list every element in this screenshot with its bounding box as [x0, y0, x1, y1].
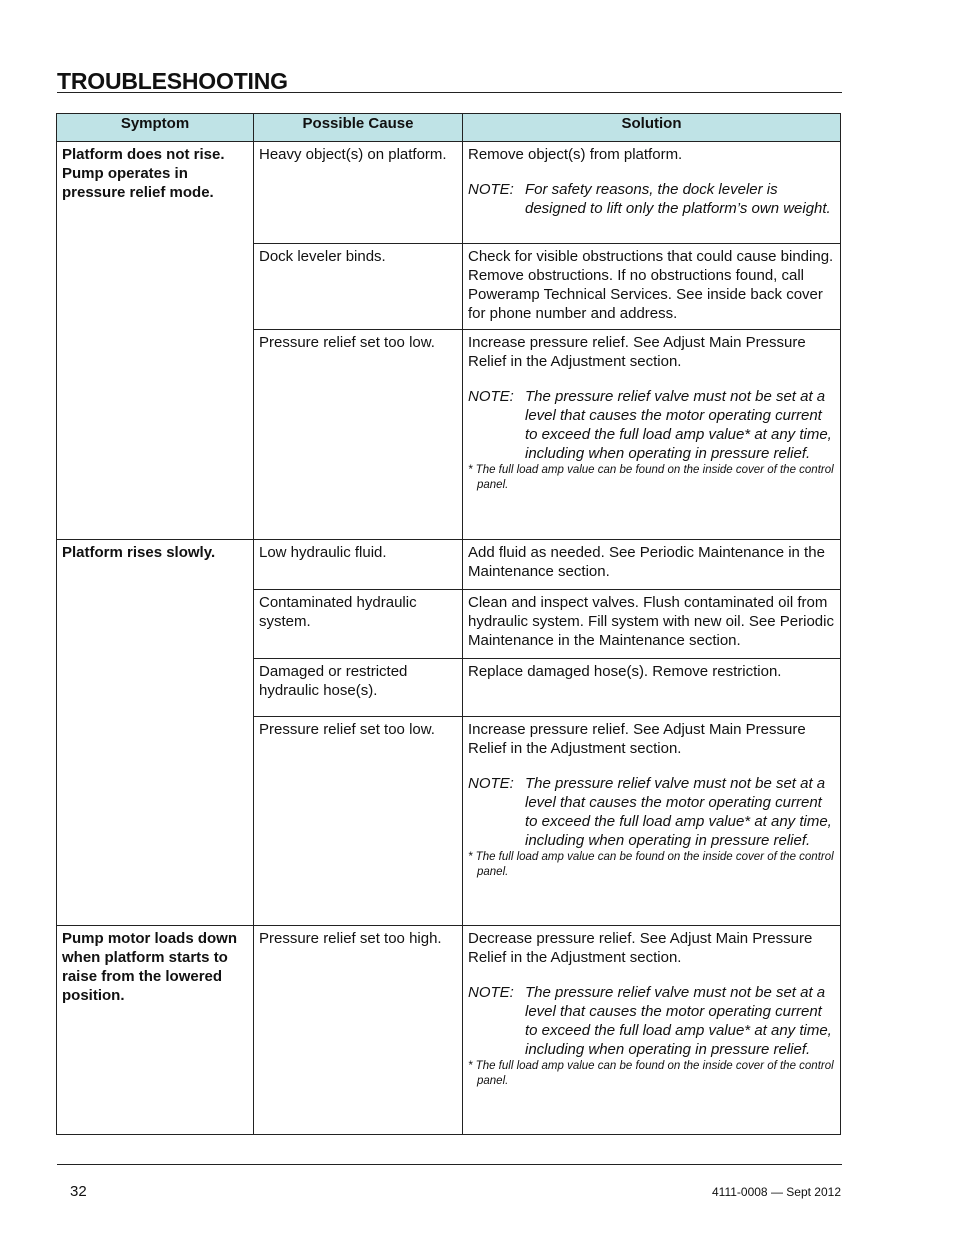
symptom-cell: Pump motor loads down when platform starts to raise from the lowered position.	[57, 926, 254, 1135]
solution-cell	[463, 717, 841, 926]
solution-cell	[463, 540, 841, 590]
document-id: 4111-0008 — Sept 2012	[712, 1185, 841, 1199]
solution-cell	[463, 590, 841, 659]
symptom-cell: Platform does not rise. Pump operates in pressure relief mode.	[57, 142, 254, 540]
solution-cell	[463, 330, 841, 540]
symptom-cell: Platform rises slowly.	[57, 540, 254, 926]
solution-text: Remove object(s) from platform.	[468, 146, 683, 163]
footer-rule	[57, 1164, 842, 1165]
solution-cell	[463, 244, 841, 330]
cause-cell: Damaged or restricted hydraulic hose(s).	[254, 659, 463, 717]
solution-cell	[463, 659, 841, 717]
solution-text: Increase pressure relief. See Adjust Main Pressure Relief in the Adjustment section.	[468, 334, 806, 370]
header-solution: Solution	[463, 114, 841, 142]
solution-text: Check for visible obstructions that could cause binding. Remove obstructions. If no obstructions found, call Poweramp Technical Services. See inside back cover for phone number and address.	[468, 248, 834, 322]
page-title: TROUBLESHOOTING	[57, 68, 288, 94]
cause-cell: Pressure relief set too high.	[254, 926, 463, 1135]
cause-cell: Pressure relief set too low.	[254, 717, 463, 926]
page-number: 32	[70, 1183, 87, 1200]
note	[468, 387, 835, 463]
title-rule	[57, 92, 842, 93]
note-text: The pressure relief valve must not be set at a level that causes the motor operating current to exceed the full load amp value* at any time, including when operating in pressure relief.	[525, 388, 832, 462]
table-row	[57, 540, 841, 590]
cause-cell: Contaminated hydraulic system.	[254, 590, 463, 659]
note-label: NOTE:	[468, 984, 514, 1001]
note	[468, 983, 835, 1059]
cause-cell: Pressure relief set too low.	[254, 330, 463, 540]
note-label: NOTE:	[468, 775, 514, 792]
table-row	[57, 926, 841, 1135]
header-possible-cause: Possible Cause	[254, 114, 463, 142]
header-symptom: Symptom	[57, 114, 254, 142]
note	[468, 774, 835, 850]
solution-text: Clean and inspect valves. Flush contaminated oil from hydraulic system. Fill system with new oil. See Periodic Maintenance in the Maintenance section.	[468, 594, 834, 649]
table-header-row	[57, 114, 841, 142]
table-row	[57, 142, 841, 244]
troubleshooting-table	[56, 113, 841, 1135]
footnote: * The full load amp value can be found on the inside cover of the control panel.	[468, 464, 834, 491]
note	[468, 180, 835, 218]
solution-text: Decrease pressure relief. See Adjust Main Pressure Relief in the Adjustment section.	[468, 930, 813, 966]
note-label: NOTE:	[468, 181, 514, 198]
note-text: The pressure relief valve must not be set at a level that causes the motor operating current to exceed the full load amp value* at any time, including when operating in pressure relief.	[525, 984, 832, 1058]
cause-cell: Low hydraulic fluid.	[254, 540, 463, 590]
solution-text: Increase pressure relief. See Adjust Main Pressure Relief in the Adjustment section.	[468, 721, 806, 757]
note-text: The pressure relief valve must not be set at a level that causes the motor operating current to exceed the full load amp value* at any time, including when operating in pressure relief.	[525, 775, 832, 849]
footnote: * The full load amp value can be found on the inside cover of the control panel.	[468, 1060, 834, 1087]
footnote: * The full load amp value can be found on the inside cover of the control panel.	[468, 851, 834, 878]
solution-cell	[463, 142, 841, 244]
solution-text: Replace damaged hose(s). Remove restriction.	[468, 663, 782, 680]
note-text: For safety reasons, the dock leveler is designed to lift only the platform’s own weight.	[525, 181, 831, 217]
cause-cell: Dock leveler binds.	[254, 244, 463, 330]
solution-text: Add fluid as needed. See Periodic Maintenance in the Maintenance section.	[468, 544, 825, 580]
note-label: NOTE:	[468, 388, 514, 405]
solution-cell	[463, 926, 841, 1135]
cause-cell: Heavy object(s) on platform.	[254, 142, 463, 244]
